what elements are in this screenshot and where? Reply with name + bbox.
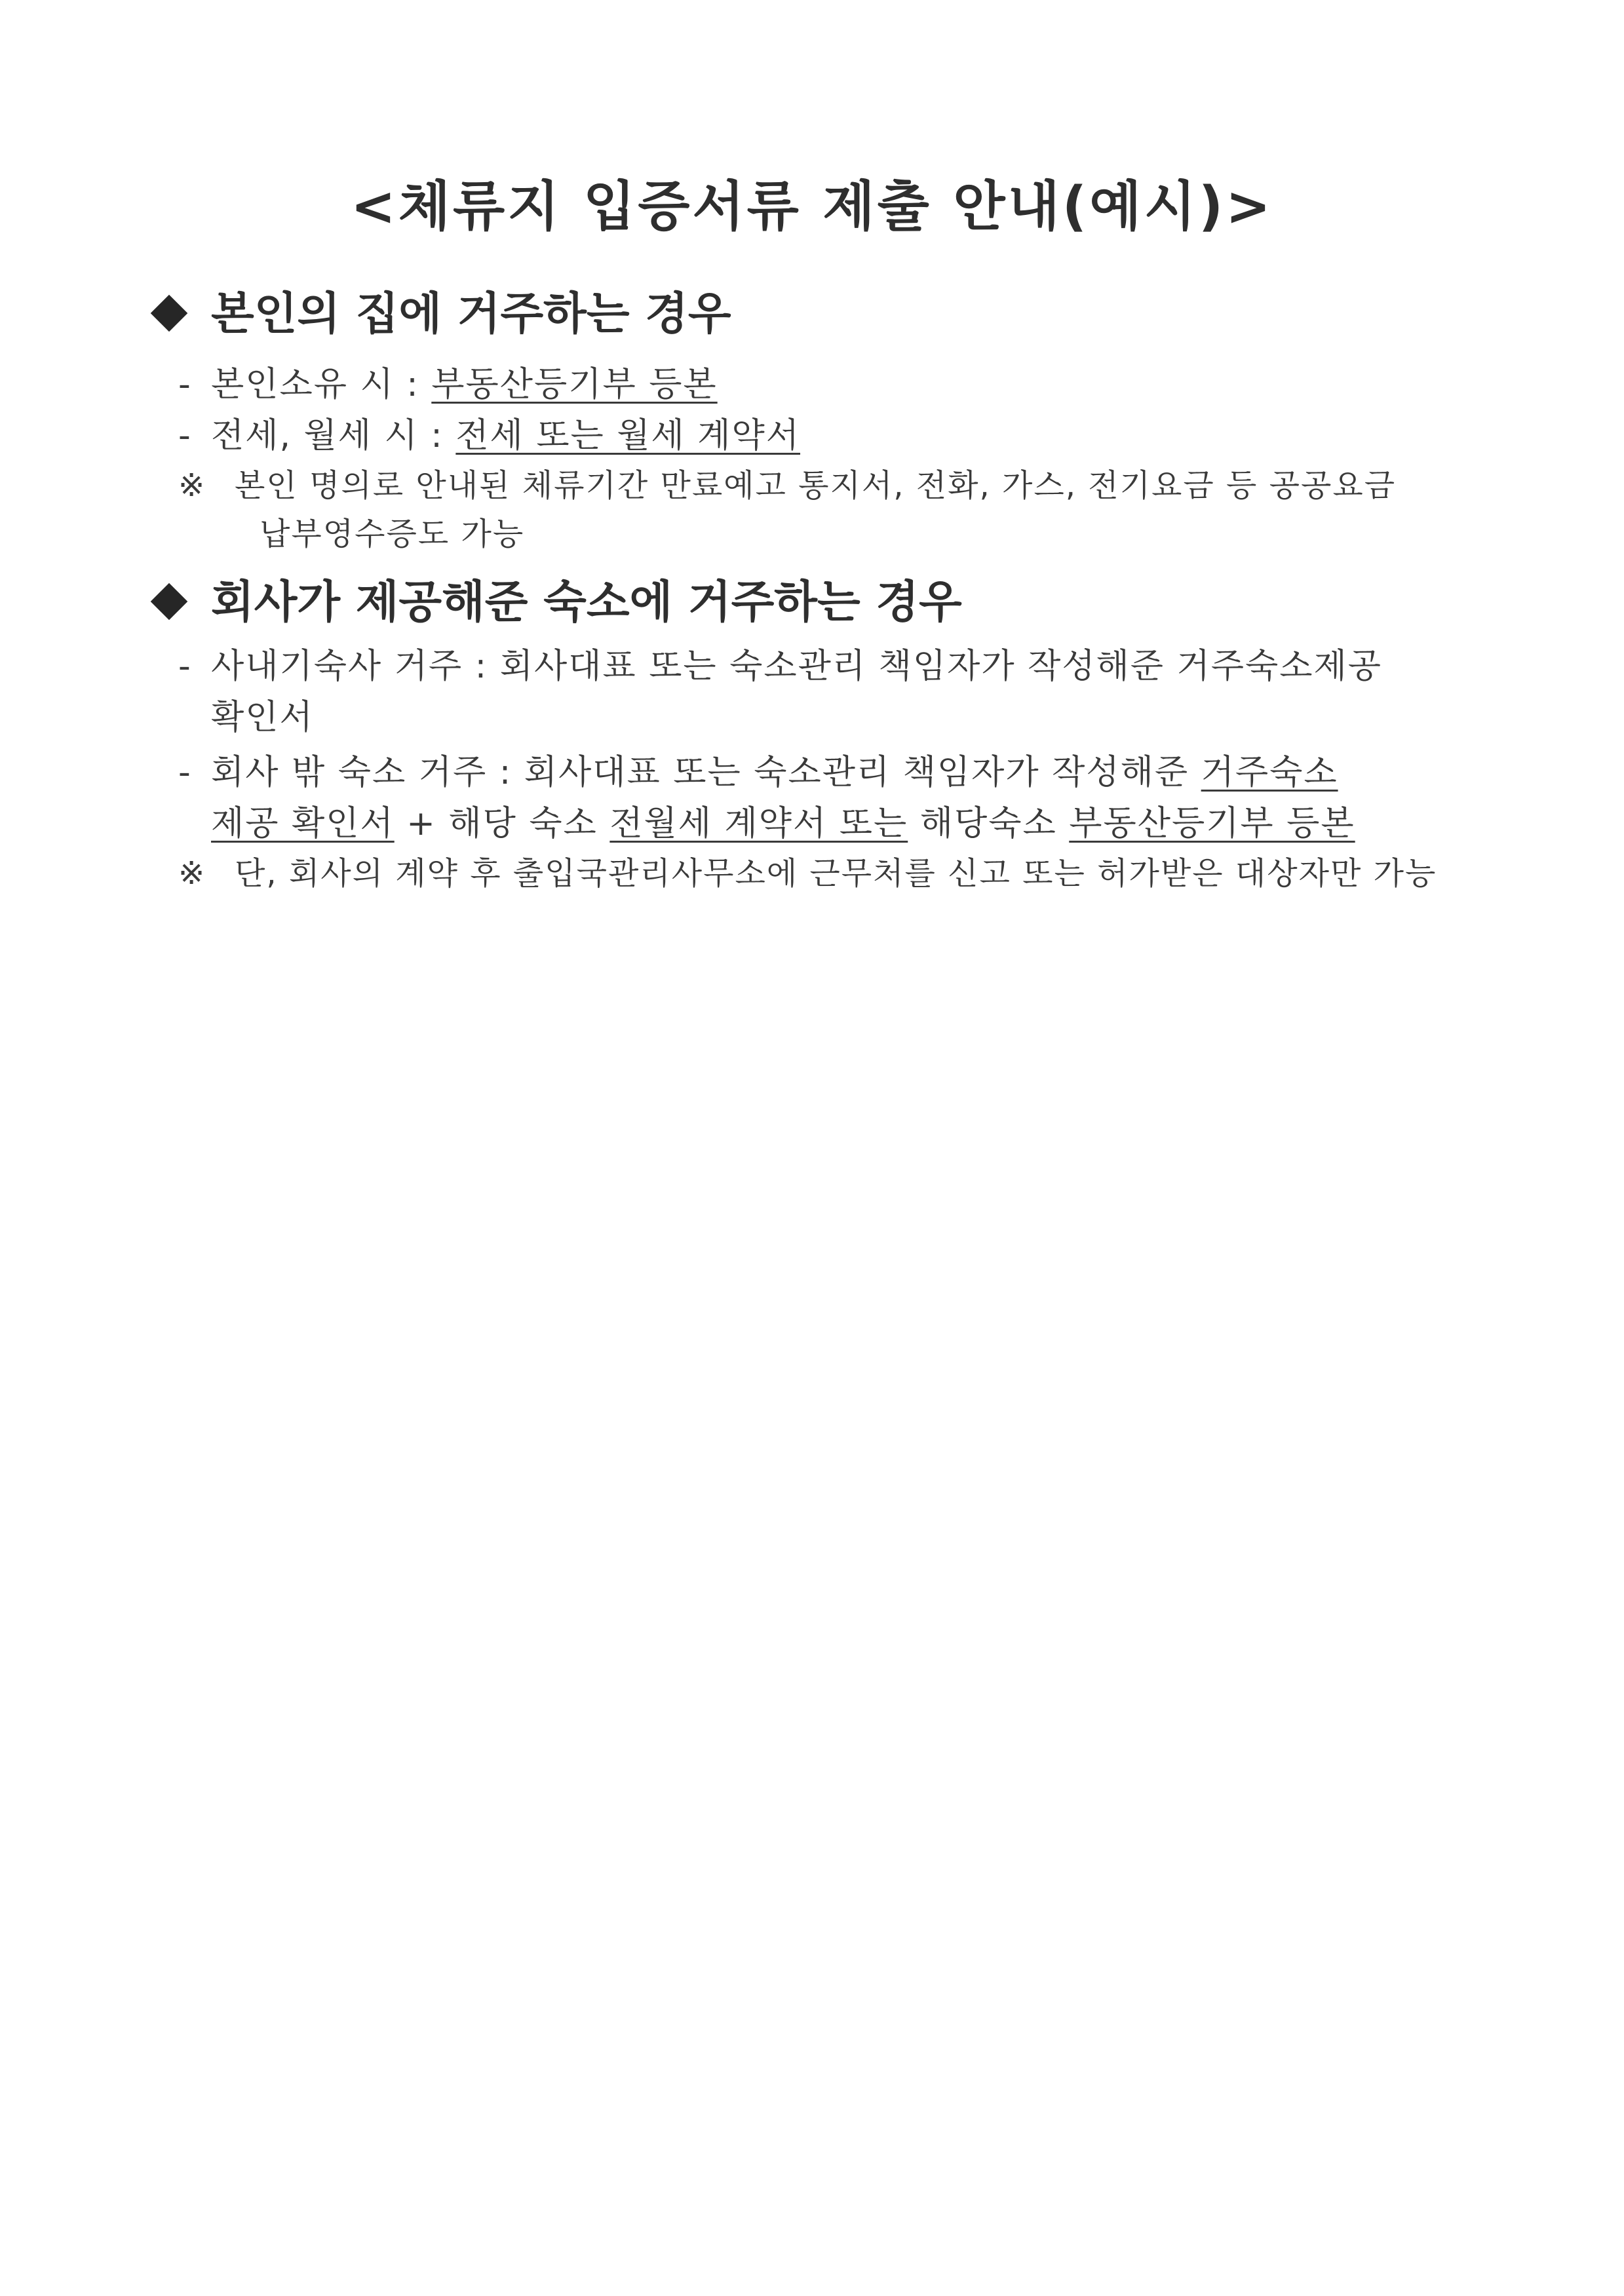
note-line: 본인 명의로 안내된 체류기간 만료예고 통지서, 전화, 가스, 전기요금 등 공공요금 bbox=[235, 467, 1397, 504]
item-text: + 해당 숙소 bbox=[394, 804, 610, 843]
item-document-underlined: 부동산등기부 등본 bbox=[1069, 804, 1355, 843]
item-document-underlined: 전월세 계약서 또는 bbox=[609, 804, 908, 843]
section-heading-text: 회사가 제공해준 숙소에 거주하는 경우 bbox=[211, 577, 962, 628]
item-label: 본인소유 시 : bbox=[211, 365, 432, 404]
item-label: 전세, 월세 시 : bbox=[211, 416, 456, 455]
note-line: 납부영수증도 가능 bbox=[260, 516, 525, 552]
list-item bbox=[151, 747, 1468, 849]
section-heading-text: 본인의 집에 거주하는 경우 bbox=[211, 288, 731, 340]
note-item bbox=[151, 461, 1468, 558]
item-line: 확인서 bbox=[211, 698, 314, 737]
item-line bbox=[211, 747, 1468, 798]
page-title: <체류지 입증서류 제출 안내(예시)> bbox=[351, 176, 1273, 238]
reference-mark-icon: ※ bbox=[178, 855, 206, 892]
note-item bbox=[151, 849, 1468, 898]
dash-marker: - bbox=[178, 647, 192, 686]
section-heading bbox=[151, 282, 1468, 347]
item-line: 사내기숙사 거주 : 회사대표 또는 숙소관리 책임자가 작성해준 거주숙소제공 bbox=[211, 647, 1382, 686]
section-heading bbox=[151, 570, 1468, 636]
item-document-underlined: 부동산등기부 등본 bbox=[431, 365, 718, 404]
list-item bbox=[151, 359, 1468, 410]
reference-mark-icon: ※ bbox=[178, 467, 206, 504]
item-line bbox=[211, 798, 1468, 849]
list-item bbox=[151, 410, 1468, 461]
dash-marker: - bbox=[178, 753, 192, 792]
diamond-bullet-icon bbox=[151, 295, 188, 332]
item-document-underlined: 거주숙소 bbox=[1201, 753, 1338, 792]
item-text: 회사 밖 숙소 거주 : 회사대표 또는 숙소관리 책임자가 작성해준 bbox=[211, 753, 1201, 792]
note-line: 단, 회사의 계약 후 출입국관리사무소에 근무처를 신고 또는 허가받은 대상자만 가능 bbox=[235, 855, 1437, 892]
item-document-underlined: 전세 또는 월세 계약서 bbox=[455, 416, 801, 455]
dash-marker: - bbox=[178, 365, 192, 404]
section-company-housing bbox=[151, 570, 1468, 898]
diamond-bullet-icon bbox=[151, 583, 188, 621]
section-own-home bbox=[151, 282, 1468, 558]
item-document-underlined: 제공 확인서 bbox=[211, 804, 395, 843]
dash-marker: - bbox=[178, 416, 192, 455]
item-text: 해당숙소 bbox=[908, 804, 1070, 843]
list-item bbox=[151, 641, 1468, 743]
